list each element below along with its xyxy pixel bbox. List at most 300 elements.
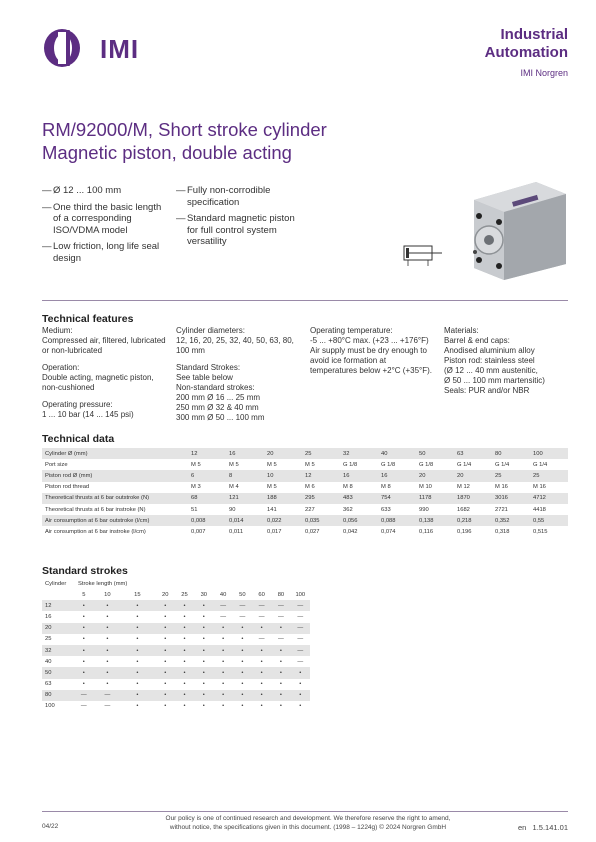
table-cell: M 10	[419, 484, 432, 491]
cylinder-diameter: 63	[45, 681, 52, 688]
stroke-availability: •	[82, 613, 85, 620]
table-cell: 483	[340, 493, 378, 504]
footer-policy-line: without notice, the specifications given in this document. (1998 – 1224g) © 2024 Norgren GmbH	[169, 824, 447, 831]
table-cell: 0,022	[264, 515, 302, 526]
header-blank	[42, 589, 72, 600]
table-cell: 4712	[530, 493, 568, 504]
table-row	[42, 611, 310, 622]
table-cell: 362	[343, 506, 353, 513]
materials-label: Materials:	[444, 326, 479, 335]
bullet-item: — Fully non-corrodible specification	[176, 185, 301, 208]
table-cell: M 5	[305, 461, 315, 468]
imi-logo	[42, 28, 142, 68]
stroke-availability: •	[72, 623, 96, 634]
stroke-availability: •	[260, 703, 263, 710]
medium-value: Compressed air, filtered, lubricated or non-lubricated	[42, 336, 166, 355]
table-cell: 0,035	[302, 515, 340, 526]
table-cell: G 1/4	[495, 461, 510, 468]
stroke-availability: •	[82, 636, 85, 643]
table-cell: 2721	[495, 506, 508, 513]
table-cell: 0,014	[226, 515, 264, 526]
stroke-availability: —	[258, 636, 265, 643]
logo-text: IMI	[100, 34, 140, 64]
stroke-availability: •	[202, 636, 205, 643]
stroke-availability: •	[241, 658, 244, 665]
stroke-availability: •	[213, 667, 232, 678]
table-cell: 25	[492, 470, 530, 481]
stroke-availability: •	[271, 645, 290, 656]
stroke-availability: •	[194, 667, 213, 678]
stroke-availability: •	[183, 636, 186, 643]
stroke-availability: •	[72, 667, 96, 678]
table-row	[42, 667, 310, 678]
stroke-availability: •	[164, 636, 167, 643]
table-cell: M 16	[533, 484, 546, 491]
technical-data-heading: Technical data	[42, 433, 115, 445]
cylinder-drawing	[466, 172, 574, 282]
table-cell: 1682	[457, 506, 470, 513]
table-cell: 10	[264, 470, 302, 481]
stroke-availability: •	[222, 636, 225, 643]
stroke-availability: •	[96, 623, 120, 634]
table-cell: 63	[454, 448, 492, 459]
temp-value: -5 ... +80°C max. (+23 ... +176°F)	[310, 336, 429, 345]
temp-label: Operating temperature:	[310, 326, 393, 335]
table-cell: 51	[191, 506, 198, 513]
operation-label: Operation:	[42, 363, 80, 372]
table-header-row	[42, 448, 568, 459]
pneumatic-symbol-icon	[398, 240, 444, 273]
stroke-availability: •	[119, 623, 155, 634]
stroke-availability: •	[233, 623, 252, 634]
materials-line: Barrel & end caps:	[444, 336, 510, 345]
page-title	[42, 118, 327, 164]
stroke-availability: •	[96, 667, 120, 678]
strokes-header-row	[42, 589, 310, 600]
medium-label: Medium:	[42, 326, 73, 335]
stroke-availability: —	[220, 613, 226, 620]
table-cell: 40	[378, 448, 416, 459]
bullet-list-right	[176, 185, 301, 253]
table-cell: 0,352	[492, 515, 530, 526]
stroke-length: 30	[194, 589, 213, 600]
stroke-availability: •	[241, 703, 244, 710]
stroke-availability: •	[291, 690, 310, 701]
features-col-1	[42, 326, 167, 427]
cylinder-diameter: 50	[42, 667, 72, 678]
table-cell: M 5	[191, 461, 201, 468]
stroke-availability: •	[119, 600, 155, 611]
pressure-label: Operating pressure:	[42, 400, 113, 409]
stroke-availability: —	[213, 600, 232, 611]
footer-policy-line: Our policy is one of continued research and development. We therefore reserve the right to amend,	[165, 815, 451, 822]
table-cell: 0,138	[416, 515, 454, 526]
stroke-availability: •	[136, 636, 139, 643]
stroke-availability: •	[241, 681, 244, 688]
bullet-item: — Low friction, long life seal design	[42, 241, 162, 264]
stroke-availability: —	[278, 636, 284, 643]
stroke-availability: •	[106, 636, 109, 643]
stroke-availability: •	[156, 645, 175, 656]
technical-data-table	[42, 448, 568, 538]
bullet-item: — Ø 12 ... 100 mm	[42, 185, 162, 197]
stroke-availability: —	[271, 600, 290, 611]
divider	[42, 300, 568, 301]
row-label: Port size	[45, 461, 68, 468]
stroke-availability: •	[119, 667, 155, 678]
bullet-list-left	[42, 185, 162, 269]
stroke-availability: •	[291, 667, 310, 678]
materials-line: Seals: PUR and/or NBR	[444, 386, 530, 395]
stroke-length: 60	[252, 589, 271, 600]
table-cell: 0,088	[378, 515, 416, 526]
imi-logo-mark	[42, 28, 98, 68]
table-cell: 0,196	[457, 528, 472, 535]
temp-note: Air supply must be dry enough to avoid ice formation at temperatures below +2°C (+35°F).	[310, 346, 433, 375]
table-cell: 1870	[454, 493, 492, 504]
row-label: Cylinder Ø (mm)	[42, 448, 188, 459]
table-cell: 0,218	[454, 515, 492, 526]
table-row	[42, 600, 310, 611]
table-row	[42, 656, 310, 667]
stroke-availability: —	[104, 703, 111, 710]
table-row	[42, 515, 568, 526]
table-row	[42, 679, 310, 690]
footer-policy	[158, 814, 458, 832]
table-row	[42, 701, 310, 712]
table-cell: 50	[416, 448, 454, 459]
stroke-availability: •	[72, 645, 96, 656]
table-cell: 6	[188, 470, 226, 481]
stroke-availability: •	[136, 681, 139, 688]
table-cell: 25	[302, 448, 340, 459]
stroke-length: 25	[175, 589, 194, 600]
header-automation: Automation	[484, 44, 568, 61]
stroke-availability: •	[183, 703, 186, 710]
table-cell: M 8	[381, 484, 391, 491]
table-row	[42, 493, 568, 504]
nonstd-1: 200 mm Ø 16 ... 25 mm	[176, 393, 261, 402]
stroke-length: 50	[233, 589, 252, 600]
cylinder-diameter: 16	[45, 613, 52, 620]
stroke-availability: •	[233, 667, 252, 678]
features-col-2	[176, 326, 298, 430]
operation-value: Double acting, magnetic piston, non-cushioned	[42, 373, 154, 392]
row-label: Air consumption at 6 bar outstroke (l/cm)	[42, 515, 188, 526]
table-cell: 1178	[416, 493, 454, 504]
stroke-availability: •	[202, 658, 205, 665]
stroke-availability: •	[156, 690, 175, 701]
stroke-availability: •	[299, 703, 302, 710]
table-cell: 90	[229, 506, 236, 513]
diameters-label: Cylinder diameters:	[176, 326, 245, 335]
stroke-availability: •	[164, 703, 167, 710]
materials-line: Anodised aluminium alloy	[444, 346, 535, 355]
table-cell: 0,027	[305, 528, 320, 535]
stroke-availability: •	[82, 658, 85, 665]
table-cell: G 1/8	[419, 461, 434, 468]
stroke-length: 80	[271, 589, 290, 600]
header-industrial: Industrial	[500, 26, 568, 43]
stroke-availability: •	[252, 645, 271, 656]
stroke-availability: •	[213, 623, 232, 634]
stroke-availability: •	[271, 667, 290, 678]
stroke-availability: •	[106, 681, 109, 688]
stroke-availability: •	[72, 600, 96, 611]
stroke-availability: •	[175, 667, 194, 678]
table-cell: 0,55	[530, 515, 568, 526]
table-cell: 32	[340, 448, 378, 459]
stroke-availability: •	[252, 667, 271, 678]
stroke-availability: •	[156, 667, 175, 678]
stroke-availability: •	[252, 623, 271, 634]
stroke-availability: •	[222, 703, 225, 710]
stroke-length: 20	[156, 589, 175, 600]
stroke-availability: —	[258, 613, 265, 620]
stroke-availability: •	[213, 690, 232, 701]
table-cell: 20	[454, 470, 492, 481]
table-cell: 0,515	[533, 528, 548, 535]
table-cell: 141	[267, 506, 277, 513]
table-row	[42, 526, 568, 537]
table-cell: 0,318	[495, 528, 510, 535]
header-brand: IMI Norgren	[520, 68, 568, 78]
stroke-availability: •	[252, 690, 271, 701]
stroke-availability: —	[252, 600, 271, 611]
table-cell: 12	[188, 448, 226, 459]
table-cell: 16	[226, 448, 264, 459]
stroke-availability: •	[194, 645, 213, 656]
stroke-availability: •	[194, 600, 213, 611]
footer-reference: 1.5.141.01	[532, 823, 568, 832]
stroke-availability: •	[279, 658, 282, 665]
stroke-availability: —	[291, 645, 310, 656]
stroke-availability: •	[222, 681, 225, 688]
stroke-availability: •	[260, 658, 263, 665]
stroke-availability: •	[136, 613, 139, 620]
cylinder-diameter: 20	[42, 623, 72, 634]
stroke-availability: •	[299, 681, 302, 688]
table-cell: M 5	[229, 461, 239, 468]
table-row	[42, 482, 568, 493]
stroke-availability: •	[136, 703, 139, 710]
table-cell: G 1/8	[381, 461, 396, 468]
cylinder-image	[466, 172, 574, 282]
standard-strokes-table	[42, 589, 310, 712]
stroke-availability: •	[271, 690, 290, 701]
stroke-availability: —	[297, 636, 304, 643]
stroke-length-head: Stroke length (mm)	[78, 581, 128, 587]
title-line-2: Magnetic piston, double acting	[42, 142, 292, 163]
nonstd-label: Non-standard strokes:	[176, 383, 255, 392]
table-cell: 0,011	[229, 528, 244, 535]
stroke-length: 5	[72, 589, 96, 600]
table-cell: M 6	[305, 484, 315, 491]
stroke-availability: •	[156, 600, 175, 611]
table-cell: 100	[530, 448, 568, 459]
stroke-availability: •	[106, 613, 109, 620]
stroke-availability: •	[156, 623, 175, 634]
table-cell: 3016	[492, 493, 530, 504]
row-label: Piston rod Ø (mm)	[42, 470, 188, 481]
stroke-availability: •	[213, 645, 232, 656]
table-row	[42, 634, 310, 645]
features-heading: Technical features	[42, 313, 134, 325]
stroke-availability: •	[260, 681, 263, 688]
stroke-availability: •	[183, 613, 186, 620]
materials-line: (Ø 12 ... 40 mm austenitic,	[444, 366, 538, 375]
table-cell: 8	[226, 470, 264, 481]
stroke-availability: •	[233, 645, 252, 656]
bullet-item: — Standard magnetic piston for full control system versatility	[176, 213, 301, 248]
table-cell: M 5	[267, 461, 277, 468]
nonstd-3: 300 mm Ø 50 ... 100 mm	[176, 413, 265, 422]
table-cell: 227	[305, 506, 315, 513]
stroke-availability: •	[82, 681, 85, 688]
table-cell: M 4	[229, 484, 239, 491]
features-col-4	[444, 326, 574, 403]
table-cell: 0,042	[343, 528, 358, 535]
table-cell: G 1/8	[343, 461, 358, 468]
table-cell: M 5	[267, 484, 277, 491]
bullet-item: — One third the basic length of a corresponding ISO/VDMA model	[42, 202, 162, 237]
stroke-availability: •	[106, 658, 109, 665]
stroke-availability: •	[183, 681, 186, 688]
table-cell: 0,008	[188, 515, 226, 526]
stroke-length: 10	[96, 589, 120, 600]
stroke-availability: —	[239, 613, 246, 620]
table-cell: 4418	[533, 506, 546, 513]
table-row	[42, 504, 568, 515]
table-cell: M 3	[191, 484, 201, 491]
stroke-availability: •	[194, 623, 213, 634]
stroke-availability: —	[291, 600, 310, 611]
stroke-availability: •	[175, 690, 194, 701]
row-label: Air consumption at 6 bar instroke (l/cm)	[45, 528, 146, 535]
strokes-value: See table below	[176, 373, 233, 382]
cylinder-diameter: 32	[42, 645, 72, 656]
stroke-length: 15	[119, 589, 155, 600]
table-cell: M 12	[457, 484, 470, 491]
stroke-availability: •	[96, 600, 120, 611]
standard-strokes-heading: Standard strokes	[42, 565, 128, 577]
table-cell: 754	[378, 493, 416, 504]
stroke-length: 40	[213, 589, 232, 600]
cylinder-diameter: 25	[45, 636, 52, 643]
stroke-length: 100	[291, 589, 310, 600]
pressure-value: 1 ... 10 bar (14 ... 145 psi)	[42, 410, 134, 419]
stroke-availability: •	[279, 681, 282, 688]
table-cell: 121	[226, 493, 264, 504]
stroke-availability: —	[291, 623, 310, 634]
materials-line: Ø 50 ... 100 mm martensitic)	[444, 376, 545, 385]
table-cell: 0,074	[381, 528, 396, 535]
strokes-label: Standard Strokes:	[176, 363, 241, 372]
stroke-availability: —	[233, 600, 252, 611]
features-col-3	[310, 326, 435, 383]
table-cell: M 8	[343, 484, 353, 491]
stroke-availability: •	[271, 623, 290, 634]
footer-language: en	[518, 823, 527, 832]
stroke-availability: •	[202, 613, 205, 620]
table-cell: 68	[188, 493, 226, 504]
row-label: Theoretical thrusts at 6 bar instroke (N)	[45, 506, 146, 513]
stroke-availability: •	[202, 703, 205, 710]
stroke-availability: •	[279, 703, 282, 710]
stroke-availability: —	[278, 613, 284, 620]
stroke-availability: —	[96, 690, 120, 701]
stroke-availability: •	[119, 690, 155, 701]
stroke-availability: —	[297, 613, 304, 620]
diameters-value: 12, 16, 20, 25, 32, 40, 50, 63, 80, 100 mm	[176, 336, 294, 355]
stroke-availability: •	[164, 613, 167, 620]
table-cell: 633	[381, 506, 391, 513]
table-cell: M 16	[495, 484, 508, 491]
stroke-availability: •	[222, 658, 225, 665]
stroke-availability: •	[183, 658, 186, 665]
cylinder-diameter: 100	[45, 703, 55, 710]
table-row	[42, 645, 310, 656]
table-cell: 20	[416, 470, 454, 481]
table-cell: 16	[378, 470, 416, 481]
table-cell: 25	[530, 470, 568, 481]
stroke-availability: —	[297, 658, 304, 665]
title-line-1: RM/92000/M, Short stroke cylinder	[42, 119, 327, 140]
nonstd-2: 250 mm Ø 32 & 40 mm	[176, 403, 259, 412]
table-cell: 80	[492, 448, 530, 459]
materials-line: Piston rod: stainless steel	[444, 356, 535, 365]
stroke-availability: —	[72, 690, 96, 701]
stroke-availability: •	[175, 600, 194, 611]
table-cell: 990	[419, 506, 429, 513]
table-cell: 20	[264, 448, 302, 459]
stroke-availability: —	[80, 703, 87, 710]
cylinder-diameter: 12	[42, 600, 72, 611]
stroke-availability: •	[241, 636, 244, 643]
table-cell: 295	[302, 493, 340, 504]
table-cell: 16	[340, 470, 378, 481]
footer-date: 04/22	[42, 823, 59, 830]
row-label: Piston rod thread	[45, 484, 90, 491]
stroke-availability: •	[119, 645, 155, 656]
stroke-availability: •	[164, 658, 167, 665]
stroke-availability: •	[175, 623, 194, 634]
cylinder-head-text: Cylinder	[45, 581, 67, 587]
table-cell: 188	[264, 493, 302, 504]
table-cell: G 1/4	[533, 461, 548, 468]
table-cell: 0,056	[340, 515, 378, 526]
footer-divider	[42, 811, 568, 812]
stroke-availability: •	[175, 645, 194, 656]
stroke-availability: •	[96, 645, 120, 656]
cylinder-diameter: 80	[42, 690, 72, 701]
row-label: Theoretical thrusts at 6 bar outstroke (N)	[42, 493, 188, 504]
table-row	[42, 623, 310, 634]
table-cell: 0,017	[267, 528, 282, 535]
table-row	[42, 459, 568, 470]
table-row	[42, 470, 568, 481]
table-cell: G 1/4	[457, 461, 472, 468]
table-cell: 12	[302, 470, 340, 481]
stroke-availability: •	[233, 690, 252, 701]
stroke-availability: •	[164, 681, 167, 688]
stroke-availability: •	[136, 658, 139, 665]
table-cell: 0,007	[191, 528, 206, 535]
table-row	[42, 690, 310, 701]
stroke-availability: •	[194, 690, 213, 701]
stroke-availability: •	[202, 681, 205, 688]
table-cell: 0,116	[419, 528, 434, 535]
